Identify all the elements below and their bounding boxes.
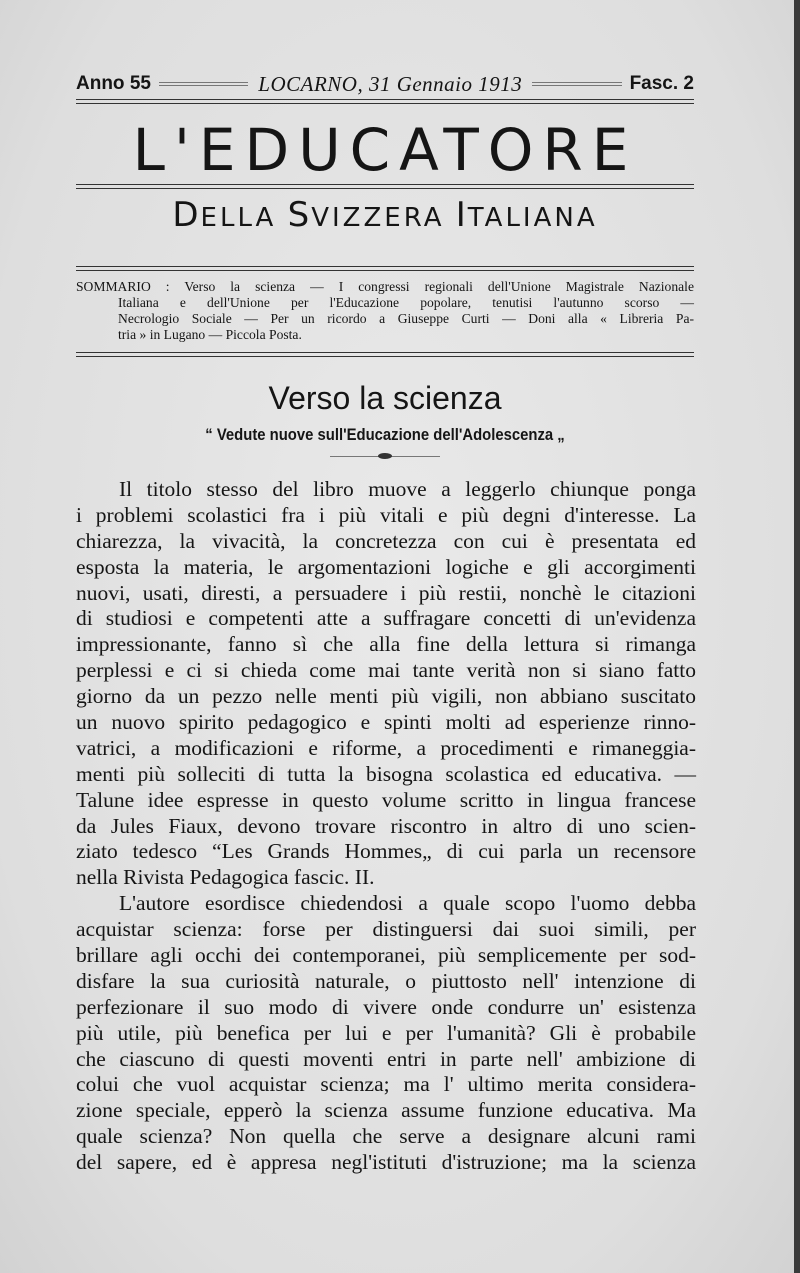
article-subtitle: “ Vedute nuove sull'Educazione dell'Adolescenza „ [205, 426, 565, 444]
header-rule-right [532, 82, 621, 86]
body-line: perplessi e ci si chieda come mai tante verità non si siano fatto [76, 658, 696, 683]
body-line: acquistar scienza: forse per distinguersi dai suoi simili, per [76, 917, 696, 942]
body-line: ziato tedesco “Les Grands Hommes„ di cui parla un recensore [76, 839, 696, 864]
header-center [159, 72, 622, 97]
article-body [76, 477, 696, 1176]
masthead-subtitle [76, 192, 694, 241]
body-line: nella Rivista Pedagogica fascic. II. [76, 865, 375, 890]
summary-line: SOMMARIO : Verso la scienza — I congressi regionali dell'Unione Magistrale Nazionale [76, 279, 694, 294]
header-rule-left [159, 82, 248, 86]
place-date: LOCARNO, 31 Gennaio 1913 [258, 71, 523, 96]
scan-edge [794, 0, 800, 1273]
summary-line: tria » in Lugano — Piccola Posta. [118, 327, 302, 342]
summary-line: Italiana e dell'Unione per l'Educazione popolare, tenutisi l'autunno scorso — [118, 295, 694, 310]
body-line: perfezionare il suo modo di vivere onde condurre un' esistenza [76, 994, 696, 1019]
summary-block [76, 279, 694, 343]
body-line: nuovi, usati, diresti, a persuadere i più restii, nonchè le citazioni [76, 580, 696, 605]
body-line: i problemi scolastici fra i più vitali e più degni d'interesse. La [76, 502, 696, 527]
subtitle-part-italiana: TALIANA [467, 203, 598, 233]
summary-rule-top [76, 266, 694, 271]
body-line: zione speciale, epperò la scienza assume funzione educativa. Ma [76, 1098, 696, 1123]
body-line: brillare agli occhi dei contemporanei, più semplicemente per sod- [76, 943, 696, 968]
subtitle-part-svizzera: VIZZERA [311, 203, 456, 233]
body-line: menti più solleciti di tutta la bisogna scolastica ed educativa. — [76, 761, 696, 786]
body-line: da Jules Fiaux, devono trovare riscontro in altro di uno scien- [76, 813, 696, 838]
summary-line: Necrologio Sociale — Per un ricordo a Giuseppe Curti — Doni alla « Libreria Pa- [118, 311, 694, 326]
subtitle-initial-i: I [455, 195, 468, 235]
body-line: chiarezza, la vivacità, la concretezza con cui è presentata ed [76, 528, 696, 553]
body-line: L'autore esordisce chiedendosi a quale scopo l'uomo debba [119, 891, 696, 916]
masthead-rule-middle [76, 184, 694, 189]
issue-label: Fasc. 2 [629, 73, 694, 94]
volume-label: Anno 55 [76, 73, 151, 94]
article-title: Verso la scienza [268, 380, 502, 416]
body-line: Talune idee espresse in questo volume scritto in lingua francese [76, 787, 696, 812]
issue-header [76, 70, 694, 98]
body-line: del sapere, ed è appresa negl'istituti d'istruzione; ma la scienza [76, 1150, 696, 1175]
body-line: quale scienza? Non quella che serve a designare alcuni rami [76, 1124, 696, 1149]
body-line: un nuovo spirito pedagogico e spinti molti ad esperienze rinno- [76, 710, 696, 735]
body-line: di studiosi e competenti atte a suffragare concetti di un'evidenza [76, 606, 696, 631]
body-line: disfare la sua curiosità naturale, o piuttosto nell' intenzione di [76, 968, 696, 993]
subtitle-initial-s: S [287, 195, 312, 235]
body-line: impressionante, fanno sì che alla fine della lettura si rimanga [76, 632, 696, 657]
subtitle-initial-d: D [172, 195, 201, 235]
body-line: vatrici, a modificazioni e riforme, a procedimenti e rimaneggia- [76, 735, 696, 760]
divider-ornament [330, 453, 440, 459]
masthead-title: L'EDUCATORE [132, 116, 638, 184]
subtitle-part-della: ELLA [200, 203, 288, 233]
summary-rule-bottom [76, 352, 694, 357]
body-line: giorno da un pezzo nelle menti più vigili, non abbiano suscitato [76, 684, 696, 709]
body-line: più utile, più benefica per lui e per l'umanità? Gli è probabile [76, 1020, 696, 1045]
masthead-rule-top [76, 99, 694, 104]
body-line: esposta la materia, le argomentazioni logiche e gli accorgimenti [76, 554, 696, 579]
body-line: Il titolo stesso del libro muove a leggerlo chiunque ponga [119, 477, 696, 501]
body-line: che ciascuno di questi moventi entri in parte nell' ambizione di [76, 1046, 696, 1071]
body-line: colui che vuol acquistar scienza; ma l' ultimo merita considera- [76, 1072, 696, 1097]
